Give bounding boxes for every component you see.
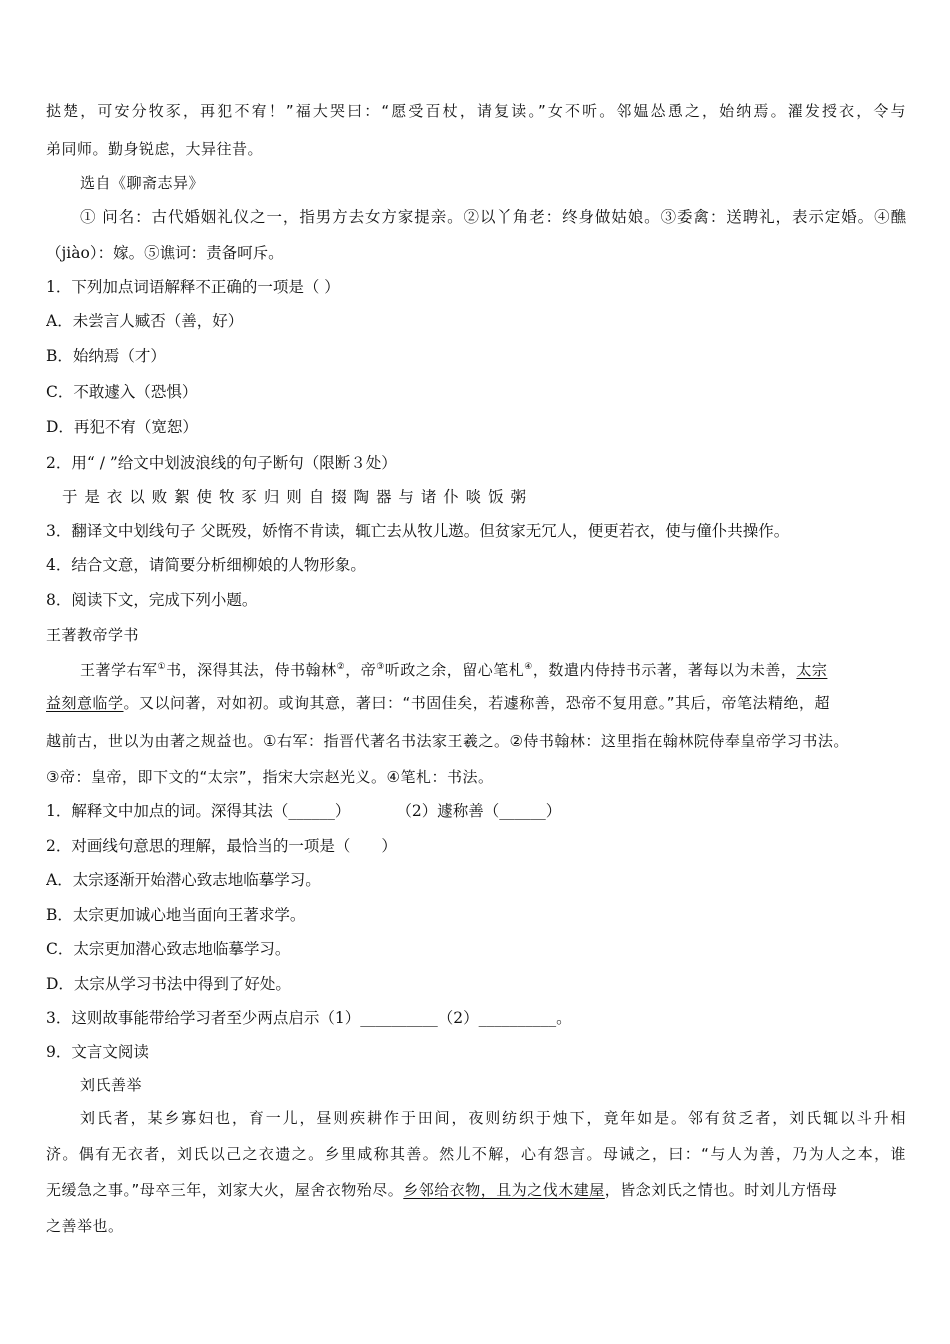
footnote-line-2: （jiào）：嫁。⑤谯诃：责备呵斥。 bbox=[46, 244, 284, 262]
footnote-marker: ③ bbox=[376, 662, 385, 672]
footnote-marker: ① bbox=[157, 662, 167, 672]
question-4: 4．结合文意，请简要分析细柳娘的人物形象。 bbox=[46, 556, 366, 574]
footnote-line-1: ① 问名：古代婚姻礼仪之一，指男方去女方家提亲。②以丫角老：终身做姑娘。③委禽：送聘礼，表示定婚。④醮 bbox=[80, 208, 906, 226]
underlined-sentence: 益刻意临学 bbox=[46, 694, 124, 712]
passage-9-line-1: 刘氏者，某乡寡妇也，育一儿，昼则疾耕作于田间，夜则纺织于烛下，竟年如是。邻有贫乏者，刘氏辄以斗升相 bbox=[80, 1109, 906, 1127]
passage-9-line-2: 济。偶有无衣者，刘氏以己之衣遗之。乡里咸称其善。然儿不解，心有怨言。母诫之，曰：“与人为善，乃为人之本，谁 bbox=[46, 1145, 906, 1163]
footnote-marker: ④ bbox=[524, 662, 533, 672]
passage-line-1 bbox=[80, 656, 906, 681]
story-text-line-2: 弟同师。勤身锐虑，大异往昔。 bbox=[46, 140, 264, 158]
passage-line-4: ③帝：皇帝，即下文的“太宗”，指宋大宗赵光义。④笔札：书法。 bbox=[46, 768, 494, 786]
passage-9-title: 刘氏善举 bbox=[80, 1076, 143, 1094]
story-text-line-1: 挞楚，可安分牧豕，再犯不宥！”福大哭曰：“愿受百杖，请复读。”女不听。邻媪怂恿之，始纳焉。濯发授衣，令与 bbox=[46, 102, 906, 120]
passage-9-line-4: 之善举也。 bbox=[46, 1217, 124, 1235]
section-9-heading: 9．文言文阅读 bbox=[46, 1043, 149, 1061]
passage-line-2 bbox=[46, 692, 906, 714]
q8-2-option-a: A．太宗逐渐开始潜心致志地临摹学习。 bbox=[46, 871, 321, 889]
passage-line-3: 越前古，世以为由著之规益也。①右军：指晋代著名书法家王羲之。②侍书翰林：这里指在翰林院侍奉皇帝学习书法。 bbox=[46, 732, 849, 750]
source-note: 选自《聊斋志异》 bbox=[80, 174, 205, 192]
q8-2-option-d: D．太宗从学习书法中得到了好处。 bbox=[46, 975, 291, 993]
question-3: 3．翻译文中划线句子 父既殁，娇惰不肯读，辄亡去从牧儿遨。但贫家无冗人，便更若衣，使与僮仆共操作。 bbox=[46, 522, 790, 540]
q8-1-part-2: （2）遽称善（______） bbox=[396, 802, 562, 820]
option-d: D．再犯不宥（宽恕） bbox=[46, 418, 198, 436]
option-b: B．始纳焉（才） bbox=[46, 347, 166, 365]
question-1: 1．下列加点词语解释不正确的一项是（ ） bbox=[46, 278, 340, 296]
option-c: C．不敢遽入（恐惧） bbox=[46, 383, 198, 401]
option-a: A．未尝言人臧否（善，好） bbox=[46, 312, 244, 330]
q8-2: 2．对画线句意思的理解，最恰当的一项是（ ） bbox=[46, 837, 397, 855]
q8-1 bbox=[46, 800, 906, 822]
passage-title: 王著教帝学书 bbox=[46, 626, 140, 644]
passage-text: ，数遣内侍持书示著，著每以为未善， bbox=[532, 661, 797, 679]
passage-text: 无缓急之事。”母卒三年，刘家大火，屋舍衣物殆尽。 bbox=[46, 1181, 404, 1199]
underlined-sentence: 太宗 bbox=[796, 661, 828, 679]
passage-text: 。又以问著，对如初。或询其意，著曰：“书固佳矣，若遽称善，恐帝不复用意。”其后，帝笔法精绝，超 bbox=[123, 694, 831, 712]
q8-2-option-c: C．太宗更加潜心致志地临摹学习。 bbox=[46, 940, 291, 958]
q8-1-part-1: 1．解释文中加点的词。深得其法（______） bbox=[46, 802, 351, 820]
sentence-to-punctuate: 于 是 衣 以 败 絮 使 牧 豕 归 则 自 掇 陶 器 与 诸 仆 啖 饭 粥 bbox=[62, 488, 527, 506]
question-2: 2．用“ / ”给文中划波浪线的句子断句（限断３处） bbox=[46, 454, 397, 472]
section-8-heading: 8．阅读下文，完成下列小题。 bbox=[46, 591, 258, 609]
passage-text: 书，深得其法，侍书翰林 bbox=[166, 661, 337, 679]
underlined-sentence: 乡邻给衣物，且为之伐木建屋 bbox=[403, 1181, 605, 1199]
passage-text: 王著学右军 bbox=[80, 661, 158, 679]
q8-2-option-b: B．太宗更加诚心地当面向王著求学。 bbox=[46, 906, 306, 924]
passage-text: ，皆念刘氏之情也。时刘儿方悟母 bbox=[604, 1181, 838, 1199]
passage-text: ，帝 bbox=[345, 661, 377, 679]
q8-3: 3．这则故事能带给学习者至少两点启示（1）__________（2）__________。 bbox=[46, 1009, 572, 1027]
passage-text: 听政之余，留心笔札 bbox=[384, 661, 525, 679]
passage-9-line-3 bbox=[46, 1179, 906, 1201]
footnote-marker: ② bbox=[336, 662, 346, 672]
